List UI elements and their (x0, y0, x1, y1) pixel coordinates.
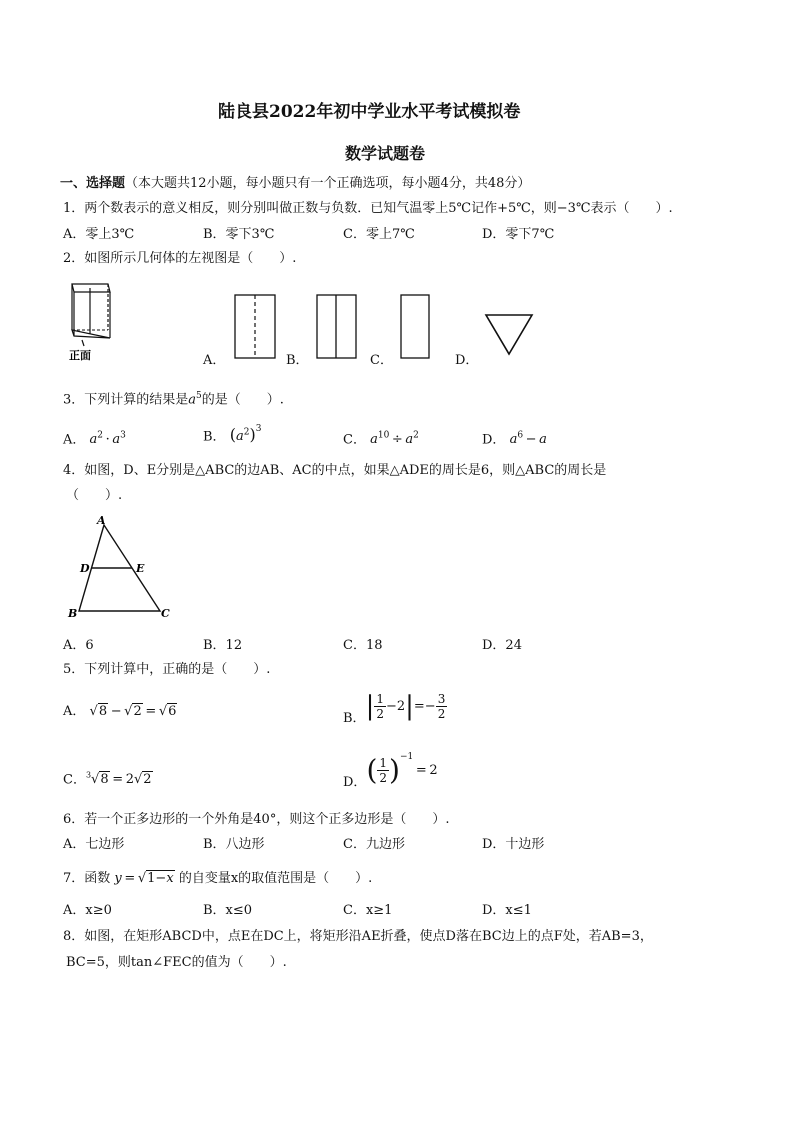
q2-option-c-label: C． (370, 353, 393, 368)
q3-option-c (343, 428, 419, 448)
q5-stem: 5．下列计算中，正确的是（ ）. (63, 662, 271, 677)
q5-option-d (343, 751, 438, 790)
q5-option-b (343, 691, 447, 726)
q4-stem-line2: （ ）. (66, 488, 123, 503)
q7-function-expr: y = √1−x (114, 871, 174, 886)
q2-option-a-figure (234, 294, 278, 360)
q6-option-a: A．七边形 (63, 837, 125, 852)
q5-option-a-expr: √8 − √2 = √6 (85, 704, 177, 719)
q3-option-d-label: D． (482, 432, 506, 448)
q4-point-a: A (97, 514, 106, 527)
q6-stem: 6．若一个正多边形的一个外角是40°，则这个正多边形是（ ）. (63, 812, 450, 827)
q2-option-b-figure (316, 294, 358, 360)
q4-triangle-figure (66, 513, 176, 623)
q3-stem (63, 388, 284, 408)
q3-option-b-label: B． (203, 429, 226, 445)
q1-option-c: C．零上7℃ (343, 227, 415, 242)
q3-option-c-expr: $a^{10} \div a^2$ (370, 431, 419, 448)
q4-point-c: C (161, 607, 170, 620)
q3-option-a-expr: $a^2 \cdot a^3$ (89, 431, 126, 448)
q3-option-c-label: C． (343, 432, 366, 448)
q7-stem-pre: 7．函数 (63, 871, 111, 886)
q7-option-d: D．x≤1 (482, 903, 532, 918)
q4-point-e: E (136, 562, 145, 575)
q4-option-b: B．12 (203, 638, 243, 653)
q2-option-c-figure (400, 294, 432, 360)
q6-option-b: B．八边形 (203, 837, 265, 852)
q7-stem-post: 的自变量x的取值范围是（ ）. (178, 871, 373, 886)
q8-stem-line2: BC=5，则tan∠FEC的值为（ ）. (66, 955, 287, 970)
q4-stem-line1: 4．如图，D、E分别是△ABC的边AB、AC的中点，如果△ADE的周长是6，则△ABC的周长是 (63, 463, 607, 478)
q6-option-c: C．九边形 (343, 837, 405, 852)
q3-stem-pre: 3．下列计算的结果是 (63, 392, 189, 408)
q7-option-b: B．x≤0 (203, 903, 253, 918)
exam-title: 陆良县2022年初中学业水平考试模拟卷 (218, 102, 521, 122)
q1-option-d: D．零下7℃ (482, 227, 555, 242)
q7-option-c: C．x≥1 (343, 903, 393, 918)
q3-option-d-expr: $a^6 - a$ (509, 431, 547, 448)
q7-stem (63, 871, 372, 887)
q3-option-a-label: A． (63, 432, 86, 448)
q3-stem-post: 的是（ ）. (201, 392, 284, 408)
q7-option-a: A．x≥0 (63, 903, 112, 918)
q1-option-b: B．零下3℃ (203, 227, 275, 242)
section-note: （本大题共12小题，每小题只有一个正确选项，每小题4分，共48分） (125, 176, 531, 191)
q5-option-c-expr: $^3$√8 = 2√2 (85, 771, 152, 788)
q1-option-a: A．零上3℃ (63, 227, 135, 242)
q2-front-label: 正面 (69, 349, 91, 362)
q2-option-d-label: D． (455, 353, 479, 368)
q5-option-d-expr: ( $\frac{1}{2}$ )$^{-1}$ = 2 (366, 751, 438, 787)
q3-option-d (482, 428, 547, 448)
q6-option-d: D．十边形 (482, 837, 545, 852)
q4-point-d: D (80, 562, 90, 575)
q4-option-a: A．6 (63, 638, 94, 653)
q3-option-a (63, 428, 126, 448)
q5-option-c-label: C． (63, 772, 86, 788)
q3-stem-exp: 5 (196, 391, 202, 401)
q5-option-c (63, 768, 153, 788)
exam-subtitle: 数学试题卷 (345, 144, 426, 163)
section-title: 一、选择题 (60, 176, 126, 191)
q2-option-d-figure (484, 313, 536, 357)
q5-option-b-expr: | $\frac{1}{2}$ −2|=− $\frac{3}{2}$ (365, 691, 446, 722)
q4-option-d: D．24 (482, 638, 522, 653)
q5-option-b-label: B． (343, 711, 366, 726)
q1-stem: 1．两个数表示的意义相反，则分别叫做正数与负数．已知气温零上5℃记作+5℃，则−3℃表示（ ）. (63, 201, 673, 216)
q8-stem-line1: 8．如图，在矩形ABCD中，点E在DC上，将矩形沿AE折叠，使点D落在BC边上的点F处，若AB=3， (63, 929, 653, 944)
q2-option-a-label: A． (203, 353, 226, 368)
q3-stem-base: a (188, 392, 197, 408)
q3-option-b (203, 425, 261, 445)
q2-prism-figure (62, 278, 122, 368)
q2-option-b-label: B． (286, 353, 309, 368)
q5-option-d-label: D． (343, 775, 367, 790)
q4-option-c: C．18 (343, 638, 383, 653)
q5-option-a (63, 704, 177, 720)
q4-point-b: B (68, 607, 78, 620)
q5-option-a-label: A． (63, 704, 86, 719)
q3-option-b-expr: $(a^2)^3$ (229, 424, 262, 445)
q2-stem: 2．如图所示几何体的左视图是（ ）. (63, 251, 297, 266)
section-heading (60, 176, 530, 192)
